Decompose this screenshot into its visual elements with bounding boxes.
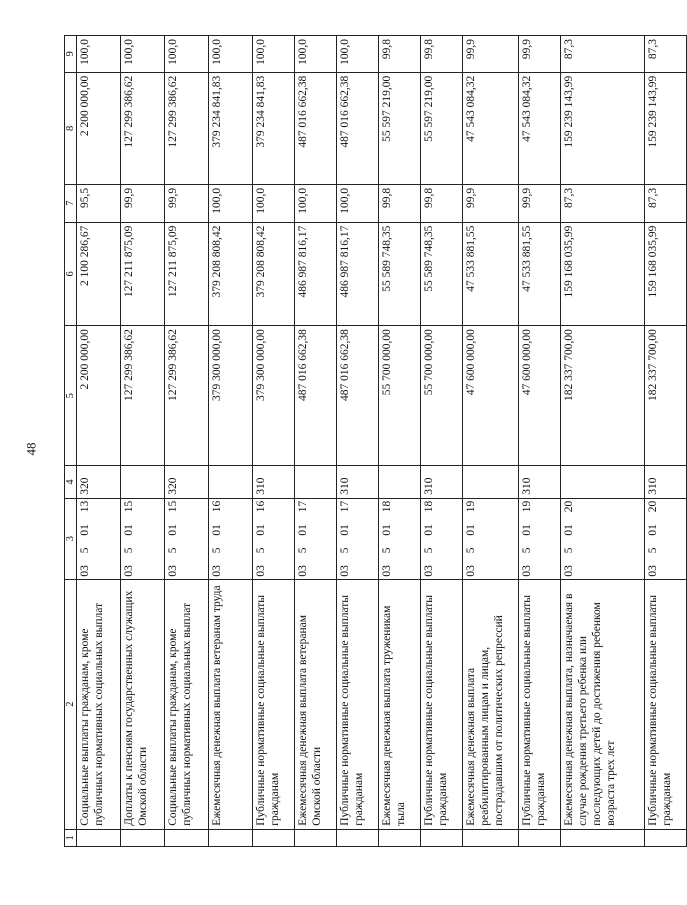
empty-cell xyxy=(379,829,421,846)
code-part: 01 xyxy=(381,524,393,536)
code-part: 03 xyxy=(465,565,477,577)
page-number: 48 xyxy=(23,442,39,456)
code-part: 18 xyxy=(381,500,393,513)
expense-type xyxy=(209,466,253,498)
code-part: 5 xyxy=(211,547,223,554)
col-num-5: 5 xyxy=(65,326,77,466)
code-part: 5 xyxy=(381,547,393,554)
adjusted-amount: 55 597 219,00 xyxy=(379,72,421,184)
code-part: 03 xyxy=(211,565,223,577)
adjusted-amount: 55 597 219,00 xyxy=(421,72,463,184)
classification-code xyxy=(645,498,687,579)
classification-code xyxy=(295,498,337,579)
planned-amount: 55 700 000,00 xyxy=(421,326,463,466)
expense-type xyxy=(379,466,421,498)
planned-amount: 379 300 000,00 xyxy=(209,326,253,466)
code-part: 03 xyxy=(381,565,393,577)
empty-cell xyxy=(295,829,337,846)
adjusted-amount: 379 234 841,83 xyxy=(209,72,253,184)
planned-amount: 47 600 000,00 xyxy=(463,326,519,466)
code-part: 01 xyxy=(297,524,309,536)
column-number-row xyxy=(65,36,77,847)
item-name: Ежемесячная денежная выплата реабилитированным лицам и лицам, пострадавшим от политических репрессий xyxy=(463,579,519,829)
code-part: 03 xyxy=(521,565,533,577)
code-part: 19 xyxy=(521,500,533,513)
adjusted-percent: 99,8 xyxy=(379,36,421,73)
actual-amount: 159 168 035,99 xyxy=(561,222,645,326)
adjusted-percent: 100,0 xyxy=(121,36,165,73)
execution-percent: 99,9 xyxy=(165,184,209,222)
actual-amount: 55 589 748,35 xyxy=(421,222,463,326)
empty-cell xyxy=(463,829,519,846)
table-row xyxy=(253,36,295,847)
planned-amount: 127 299 386,62 xyxy=(121,326,165,466)
actual-amount: 2 100 286,67 xyxy=(77,222,121,326)
expense-type: 310 xyxy=(645,466,687,498)
adjusted-percent: 100,0 xyxy=(165,36,209,73)
table-row xyxy=(463,36,519,847)
adjusted-percent: 87,3 xyxy=(645,36,687,73)
expense-type: 310 xyxy=(253,466,295,498)
classification-code xyxy=(463,498,519,579)
actual-amount: 379 208 808,42 xyxy=(253,222,295,326)
item-name: Публичные нормативные социальные выплаты гражданам xyxy=(253,579,295,829)
code-part: 03 xyxy=(167,565,179,577)
expense-type: 310 xyxy=(421,466,463,498)
item-name: Ежемесячная денежная выплата ветеранам труда xyxy=(209,579,253,829)
code-part: 01 xyxy=(465,524,477,536)
code-part: 20 xyxy=(563,500,575,513)
adjusted-amount: 159 239 143,99 xyxy=(645,72,687,184)
code-part: 5 xyxy=(339,547,351,554)
planned-amount: 487 016 662,38 xyxy=(295,326,337,466)
adjusted-amount: 47 543 084,32 xyxy=(463,72,519,184)
planned-amount: 2 200 000,00 xyxy=(77,326,121,466)
code-part: 19 xyxy=(465,500,477,513)
code-part: 5 xyxy=(465,547,477,554)
planned-amount: 127 299 386,62 xyxy=(165,326,209,466)
item-name: Доплаты к пенсиям государственных служащих Омской области xyxy=(121,579,165,829)
empty-cell xyxy=(421,829,463,846)
execution-percent: 99,8 xyxy=(421,184,463,222)
code-part: 01 xyxy=(423,524,435,536)
code-part: 5 xyxy=(647,547,659,554)
empty-cell xyxy=(165,829,209,846)
expense-type xyxy=(463,466,519,498)
code-part: 01 xyxy=(79,524,91,536)
empty-cell xyxy=(77,829,121,846)
adjusted-percent: 100,0 xyxy=(253,36,295,73)
code-part: 01 xyxy=(211,524,223,536)
code-part: 5 xyxy=(167,547,179,554)
table-row xyxy=(421,36,463,847)
col-num-8: 8 xyxy=(65,72,77,184)
empty-cell xyxy=(337,829,379,846)
actual-amount: 486 987 816,17 xyxy=(295,222,337,326)
actual-amount: 127 211 875,09 xyxy=(121,222,165,326)
table-row xyxy=(121,36,165,847)
planned-amount: 182 337 700,00 xyxy=(561,326,645,466)
code-part: 01 xyxy=(521,524,533,536)
col-num-4: 4 xyxy=(65,466,77,498)
item-name: Ежемесячная денежная выплата ветеранам Омской области xyxy=(295,579,337,829)
expense-type xyxy=(121,466,165,498)
expense-type: 310 xyxy=(337,466,379,498)
table-row xyxy=(77,36,121,847)
planned-amount: 487 016 662,38 xyxy=(337,326,379,466)
classification-code xyxy=(121,498,165,579)
adjusted-percent: 100,0 xyxy=(295,36,337,73)
code-part: 20 xyxy=(647,500,659,513)
col-num-3: 3 xyxy=(65,498,77,579)
table-row xyxy=(561,36,645,847)
actual-amount: 159 168 035,99 xyxy=(645,222,687,326)
item-name: Социальные выплаты гражданам, кроме публичных нормативных социальных выплат xyxy=(77,579,121,829)
budget-table-rotated xyxy=(64,35,673,847)
expense-type xyxy=(295,466,337,498)
expense-type xyxy=(561,466,645,498)
adjusted-amount: 127 299 386,62 xyxy=(121,72,165,184)
execution-percent: 100,0 xyxy=(295,184,337,222)
classification-code xyxy=(379,498,421,579)
classification-code xyxy=(253,498,295,579)
code-part: 15 xyxy=(167,500,179,513)
adjusted-amount: 127 299 386,62 xyxy=(165,72,209,184)
item-name: Публичные нормативные социальные выплаты гражданам xyxy=(337,579,379,829)
table-row xyxy=(379,36,421,847)
empty-cell xyxy=(645,829,687,846)
code-part: 5 xyxy=(521,547,533,554)
item-name: Публичные нормативные социальные выплаты гражданам xyxy=(421,579,463,829)
classification-code xyxy=(337,498,379,579)
code-part: 03 xyxy=(563,565,575,577)
actual-amount: 127 211 875,09 xyxy=(165,222,209,326)
execution-percent: 95,5 xyxy=(77,184,121,222)
actual-amount: 486 987 816,17 xyxy=(337,222,379,326)
execution-percent: 87,3 xyxy=(561,184,645,222)
execution-percent: 99,8 xyxy=(379,184,421,222)
code-part: 03 xyxy=(123,565,135,577)
table-row xyxy=(295,36,337,847)
adjusted-amount: 159 239 143,99 xyxy=(561,72,645,184)
code-part: 03 xyxy=(423,565,435,577)
adjusted-percent: 87,3 xyxy=(561,36,645,73)
code-part: 5 xyxy=(423,547,435,554)
actual-amount: 379 208 808,42 xyxy=(209,222,253,326)
expense-type: 310 xyxy=(519,466,561,498)
execution-percent: 100,0 xyxy=(337,184,379,222)
code-part: 03 xyxy=(255,565,267,577)
code-part: 5 xyxy=(79,547,91,554)
adjusted-amount: 487 016 662,38 xyxy=(295,72,337,184)
table-row xyxy=(519,36,561,847)
empty-cell xyxy=(561,829,645,846)
execution-percent: 99,9 xyxy=(121,184,165,222)
table-row xyxy=(209,36,253,847)
expense-type: 320 xyxy=(77,466,121,498)
adjusted-percent: 99,9 xyxy=(463,36,519,73)
execution-percent: 100,0 xyxy=(209,184,253,222)
code-part: 5 xyxy=(563,547,575,554)
code-part: 03 xyxy=(297,565,309,577)
code-part: 01 xyxy=(339,524,351,536)
item-name: Социальные выплаты гражданам, кроме публичных нормативных социальных выплат xyxy=(165,579,209,829)
adjusted-amount: 2 200 000,00 xyxy=(77,72,121,184)
empty-cell xyxy=(209,829,253,846)
code-part: 5 xyxy=(297,547,309,554)
item-name: Ежемесячная денежная выплата, назначаемая в случае рождения третьего ребенка или последующих детей до достижения ребенком возраста трех лет xyxy=(561,579,645,829)
adjusted-amount: 47 543 084,32 xyxy=(519,72,561,184)
planned-amount: 55 700 000,00 xyxy=(379,326,421,466)
code-part: 5 xyxy=(123,547,135,554)
actual-amount: 47 533 881,55 xyxy=(519,222,561,326)
adjusted-amount: 487 016 662,38 xyxy=(337,72,379,184)
code-part: 03 xyxy=(647,565,659,577)
empty-cell xyxy=(121,829,165,846)
execution-percent: 100,0 xyxy=(253,184,295,222)
col-num-2: 2 xyxy=(65,579,77,829)
expense-type: 320 xyxy=(165,466,209,498)
adjusted-percent: 100,0 xyxy=(77,36,121,73)
col-num-7: 7 xyxy=(65,184,77,222)
classification-code xyxy=(519,498,561,579)
item-name: Ежемесячная денежная выплата труженикам тыла xyxy=(379,579,421,829)
classification-code xyxy=(561,498,645,579)
code-part: 16 xyxy=(255,500,267,513)
planned-amount: 47 600 000,00 xyxy=(519,326,561,466)
empty-cell xyxy=(253,829,295,846)
planned-amount: 182 337 700,00 xyxy=(645,326,687,466)
adjusted-percent: 100,0 xyxy=(209,36,253,73)
code-part: 01 xyxy=(123,524,135,536)
table-row xyxy=(645,36,687,847)
col-num-6: 6 xyxy=(65,222,77,326)
budget-table xyxy=(64,35,687,847)
code-part: 01 xyxy=(647,524,659,536)
col-num-1: 1 xyxy=(65,829,77,846)
code-part: 01 xyxy=(167,524,179,536)
execution-percent: 99,9 xyxy=(463,184,519,222)
classification-code xyxy=(77,498,121,579)
actual-amount: 47 533 881,55 xyxy=(463,222,519,326)
code-part: 03 xyxy=(339,565,351,577)
code-part: 5 xyxy=(255,547,267,554)
table-row xyxy=(337,36,379,847)
code-part: 01 xyxy=(255,524,267,536)
code-part: 16 xyxy=(211,500,223,513)
adjusted-percent: 99,9 xyxy=(519,36,561,73)
item-name: Публичные нормативные социальные выплаты гражданам xyxy=(645,579,687,829)
adjusted-percent: 99,8 xyxy=(421,36,463,73)
adjusted-amount: 379 234 841,83 xyxy=(253,72,295,184)
item-name: Публичные нормативные социальные выплаты гражданам xyxy=(519,579,561,829)
classification-code xyxy=(209,498,253,579)
code-part: 18 xyxy=(423,500,435,513)
actual-amount: 55 589 748,35 xyxy=(379,222,421,326)
code-part: 15 xyxy=(123,500,135,513)
table-row xyxy=(165,36,209,847)
empty-cell xyxy=(519,829,561,846)
planned-amount: 379 300 000,00 xyxy=(253,326,295,466)
code-part: 01 xyxy=(563,524,575,536)
code-part: 03 xyxy=(79,565,91,577)
code-part: 17 xyxy=(297,500,309,513)
execution-percent: 99,9 xyxy=(519,184,561,222)
adjusted-percent: 100,0 xyxy=(337,36,379,73)
code-part: 17 xyxy=(339,500,351,513)
execution-percent: 87,3 xyxy=(645,184,687,222)
code-part: 13 xyxy=(79,500,91,513)
classification-code xyxy=(421,498,463,579)
classification-code xyxy=(165,498,209,579)
col-num-9: 9 xyxy=(65,36,77,73)
